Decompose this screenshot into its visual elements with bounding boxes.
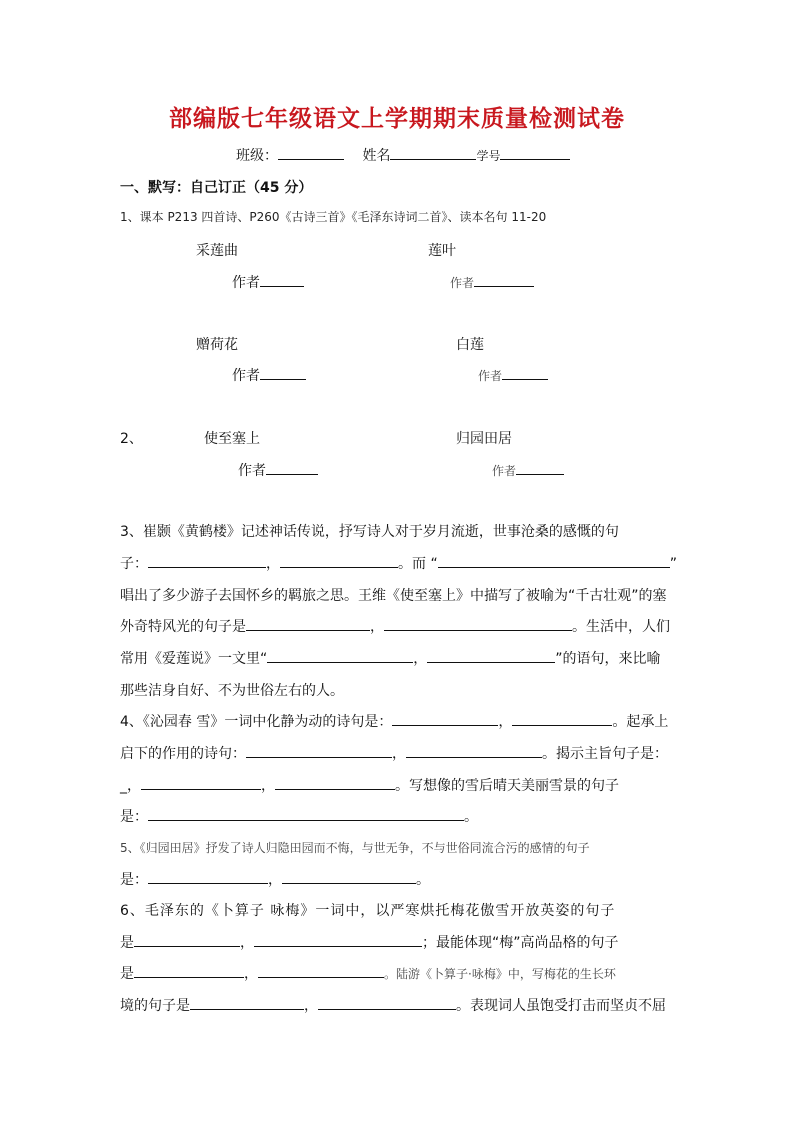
q3-line	[120, 648, 661, 668]
answer-blank[interactable]	[246, 743, 392, 758]
student-info-row	[236, 145, 570, 165]
answer-blank[interactable]	[134, 932, 240, 947]
q6-line	[120, 932, 619, 952]
text: 。而 “	[398, 556, 438, 572]
text: 境的句子是	[120, 998, 190, 1014]
q5-line	[120, 869, 430, 889]
text: 。	[416, 872, 430, 888]
text: ，	[498, 714, 513, 730]
number-label: 学号	[476, 149, 501, 163]
answer-blank[interactable]	[406, 743, 542, 758]
author-blank[interactable]	[266, 460, 318, 475]
text: 。	[464, 809, 478, 825]
author-label: 作者	[238, 463, 266, 479]
text: 外奇特风光的句子是	[120, 619, 246, 635]
q3-line: 唱出了多少游子去国怀乡的羁旅之思。王维《使至塞上》中描写了被喻为“千古壮观”的塞	[120, 588, 667, 604]
q3-line: 3、崔颢《黄鹤楼》记述神话传说，抒写诗人对于岁月流逝，世事沧桑的感慨的句	[120, 524, 619, 540]
text: ，	[268, 872, 282, 888]
author-label: 作者	[232, 368, 260, 384]
author-blank[interactable]	[260, 365, 306, 380]
q1-intro: 1、课本 P213 四首诗、P260《古诗三首》《毛泽东诗词二首》、读本名句 11-20	[120, 210, 547, 224]
answer-blank[interactable]	[267, 648, 413, 663]
text: 。起承上	[612, 714, 669, 730]
q3-line	[120, 616, 670, 636]
poem-title: 使至塞上	[204, 431, 260, 447]
poem-title: 莲叶	[428, 243, 456, 259]
number-blank[interactable]	[500, 145, 570, 160]
answer-blank[interactable]	[134, 963, 244, 978]
q6-line	[120, 963, 616, 983]
q6-line: 6、毛泽东的《卜算子 咏梅》一词中，以严寒烘托梅花傲雪开放英姿的句子	[120, 903, 616, 919]
author-blank[interactable]	[502, 365, 548, 380]
author-row	[238, 460, 318, 480]
text: 启下的作用的诗句：	[120, 746, 246, 762]
text: ，	[266, 556, 280, 572]
poem-title: 采莲曲	[196, 243, 238, 259]
text: _，	[120, 778, 141, 794]
text: 。揭示主旨句子是：	[542, 746, 668, 762]
answer-blank[interactable]	[438, 553, 670, 568]
answer-blank[interactable]	[384, 616, 572, 631]
answer-blank[interactable]	[258, 963, 384, 978]
q2-number: 2、	[120, 431, 143, 447]
q4-line	[120, 711, 668, 731]
q4-line	[120, 743, 668, 763]
author-label: 作者	[492, 464, 517, 478]
text: ，	[413, 651, 428, 667]
answer-blank[interactable]	[190, 995, 304, 1010]
answer-blank[interactable]	[148, 869, 268, 884]
q5-line: 5、《归园田居》抒发了诗人归隐田园而不悔，与世无争，不与世俗同流合污的感情的句子	[120, 841, 590, 855]
answer-blank[interactable]	[246, 616, 370, 631]
text: 。写想像的雪后晴天美丽雪景的句子	[395, 778, 619, 794]
q3-line: 那些洁身自好、不为世俗左右的人。	[120, 683, 344, 699]
answer-blank[interactable]	[282, 869, 416, 884]
text: 是	[120, 935, 134, 951]
answer-blank[interactable]	[392, 711, 498, 726]
q3-line	[120, 553, 677, 573]
q4-line	[120, 775, 619, 795]
class-label: 班级：	[236, 148, 278, 164]
text: ，	[240, 935, 254, 951]
q4-line	[120, 806, 478, 826]
text: ，	[370, 619, 384, 635]
text: ，	[244, 966, 258, 982]
answer-blank[interactable]	[254, 932, 422, 947]
text: ”	[669, 556, 677, 572]
poem-title: 白莲	[456, 337, 484, 353]
text: 是	[120, 966, 134, 982]
answer-blank[interactable]	[427, 648, 555, 663]
text: 是：	[120, 872, 148, 888]
answer-blank[interactable]	[280, 553, 398, 568]
answer-blank[interactable]	[275, 775, 395, 790]
q6-line	[120, 995, 666, 1015]
answer-blank[interactable]	[318, 995, 456, 1010]
class-blank[interactable]	[278, 145, 344, 160]
answer-blank[interactable]	[148, 806, 464, 821]
poem-title: 归园田居	[456, 431, 512, 447]
author-row	[232, 365, 306, 385]
author-blank[interactable]	[516, 460, 564, 475]
author-blank[interactable]	[260, 272, 304, 287]
author-row	[478, 365, 548, 384]
text: ”的语句，来比喻	[555, 651, 661, 667]
text: 常用《爱莲说》一文里“	[120, 651, 268, 667]
page-title: 部编版七年级语文上学期期末质量检测试卷	[169, 106, 625, 132]
author-row	[232, 272, 304, 292]
author-row	[492, 460, 564, 479]
poem-title: 赠荷花	[196, 337, 238, 353]
author-label: 作者	[232, 275, 260, 291]
answer-blank[interactable]	[512, 711, 612, 726]
text: ，	[261, 778, 275, 794]
name-blank[interactable]	[390, 145, 476, 160]
answer-blank[interactable]	[141, 775, 261, 790]
author-blank[interactable]	[474, 272, 534, 287]
text: ，	[392, 746, 406, 762]
text: ，	[304, 998, 318, 1014]
author-row	[450, 272, 534, 291]
text: 是：	[120, 809, 148, 825]
answer-blank[interactable]	[148, 553, 266, 568]
author-label: 作者	[478, 369, 503, 383]
name-label: 姓名	[362, 148, 391, 164]
section-heading: 一、默写：自己订正（45 分）	[120, 180, 313, 196]
author-label: 作者	[450, 276, 475, 290]
text: 4、《沁园春 雪》一词中化静为动的诗句是：	[120, 714, 393, 730]
text: ；最能体现“梅”高尚品格的句子	[422, 935, 619, 951]
text: 。生活中，人们	[572, 619, 670, 635]
text: 。表现词人虽饱受打击而坚贞不屈	[456, 998, 666, 1014]
text: 子：	[120, 556, 148, 572]
text: 。陆游《卜算子·咏梅》中，写梅花的生长环	[384, 967, 616, 981]
